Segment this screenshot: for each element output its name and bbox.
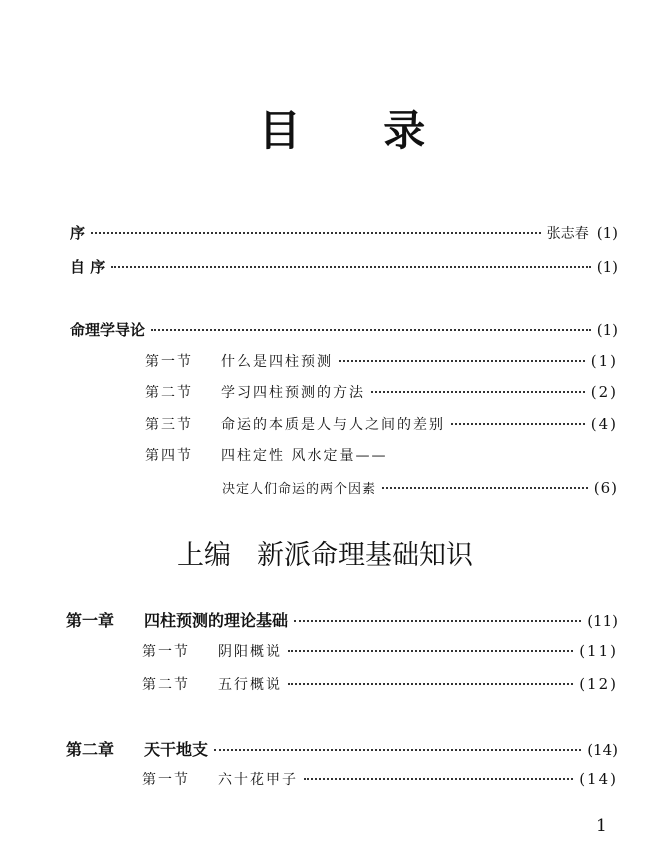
section-number: 第二节 [142,677,190,693]
toc-entry-chapter[interactable] [66,737,618,760]
toc-entry-section[interactable] [145,445,618,465]
toc-entry-chapter[interactable] [66,608,618,631]
toc-entry-preface[interactable] [70,222,618,243]
toc-label: 自 序 [70,258,106,276]
toc-entry-section[interactable] [145,382,618,402]
section-title: 命运的本质是人与人之间的差别 [221,417,445,433]
toc-entry-section[interactable] [145,351,618,371]
part-subtitle: 新派命理基础知识 [257,540,473,571]
section-title: 决定人们命运的两个因素 [222,482,377,497]
toc-entry-section[interactable] [142,674,618,694]
toc-author: 张志春 [546,226,589,242]
toc-page: (11) [587,612,618,630]
section-title: 阴阳概说 [218,644,282,660]
dot-leader [294,620,581,622]
toc-page: (12) [579,675,618,693]
toc-page: (4) [590,415,618,433]
dot-leader [451,423,585,425]
toc-page: (1) [596,258,618,276]
dot-leader [214,749,581,751]
toc-page: (11) [579,642,618,660]
dot-leader [382,487,588,489]
toc-entry-section-continuation[interactable] [222,478,618,497]
toc-page: (6) [593,479,618,497]
dot-leader [288,683,573,685]
toc-page: (1) [596,224,618,242]
toc-entry-intro[interactable] [70,319,618,340]
chapter-number: 第一章 [66,611,115,630]
toc-page: (1) [590,352,618,370]
toc-page: (2) [590,383,618,401]
toc-page: (14) [587,741,618,759]
toc-label: 命理学导论 [70,321,146,339]
section-title: 什么是四柱预测 [221,354,333,370]
toc-entry-section[interactable] [145,414,618,434]
toc-entry-section[interactable] [142,769,618,789]
dot-leader [91,232,541,234]
section-number: 第一节 [142,644,190,660]
dot-leader [371,391,585,393]
dot-leader [339,360,585,362]
section-number: 第一节 [142,772,190,788]
dot-leader [304,778,573,780]
section-title: 学习四柱预测的方法 [221,385,365,401]
chapter-title: 天干地支 [144,740,209,759]
toc-page: (1) [596,321,618,339]
chapter-number: 第二章 [66,740,115,759]
page-number: 1 [596,816,607,836]
section-number: 第一节 [145,354,193,370]
toc-entry-section[interactable] [142,641,618,661]
dot-leader [111,266,591,268]
section-title: 四柱定性 风水定量—— [221,448,388,464]
section-number: 第四节 [145,448,193,464]
toc-label: 序 [70,224,86,242]
section-number: 第三节 [145,417,193,433]
page-title: 目 录 [258,106,460,155]
part-name: 上编 [177,540,231,571]
section-title: 五行概说 [218,677,282,693]
section-title: 六十花甲子 [218,772,298,788]
part-title [0,533,650,572]
chapter-title: 四柱预测的理论基础 [144,611,289,630]
dot-leader [151,329,591,331]
toc-entry-self-preface[interactable] [70,256,618,277]
section-number: 第二节 [145,385,193,401]
toc-page: (14) [579,770,618,788]
dot-leader [288,650,573,652]
